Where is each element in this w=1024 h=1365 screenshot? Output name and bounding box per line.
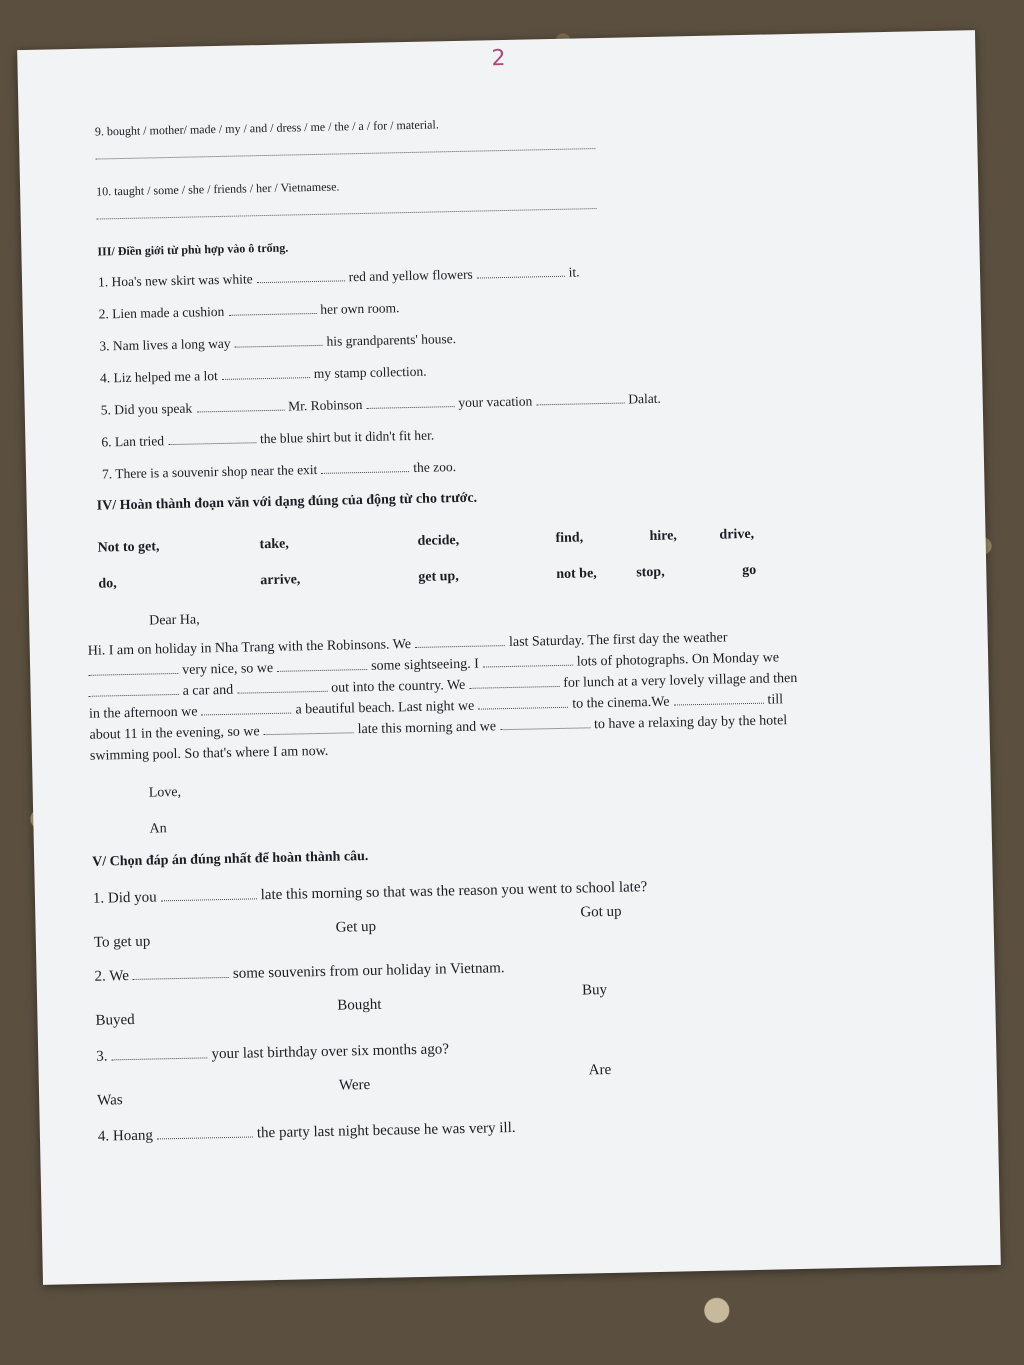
blank <box>235 344 323 348</box>
s3-item-1-a: 1. Hoa's new skirt was white <box>97 271 253 290</box>
blank <box>157 1135 253 1139</box>
s3-item-3 <box>99 331 456 354</box>
s3-item-7 <box>102 459 456 482</box>
blank <box>321 470 409 474</box>
s3-item-4-b: my stamp collection. <box>313 363 427 382</box>
s5-q2-option-a: Buyed <box>95 1011 135 1029</box>
blank <box>478 706 568 710</box>
letter-text: a car and <box>182 682 234 699</box>
handwritten-page-number: 2 <box>491 45 506 72</box>
word-bank-item: Not to get, <box>97 539 160 556</box>
word-bank-item: go <box>742 562 757 579</box>
answer-line-9 <box>95 148 595 159</box>
s5-q1-option-c: Got up <box>580 903 622 921</box>
letter-text: in the afternoon we <box>88 704 198 722</box>
word-bank-item: decide, <box>417 533 460 549</box>
question-10: 10. taught / some / she / friends / her / Vietnamese. <box>96 179 340 199</box>
blank <box>277 668 367 672</box>
word-bank-item: take, <box>259 536 289 553</box>
question-text: 2. We <box>94 968 130 985</box>
blank <box>264 731 354 735</box>
word-bank-item: do, <box>98 576 117 592</box>
worksheet-paper <box>17 30 1001 1285</box>
blank <box>88 672 178 676</box>
letter-text: some sightseeing. I <box>370 656 479 674</box>
s3-item-5-d: Dalat. <box>628 390 662 407</box>
s5-q1-option-a: To get up <box>93 933 151 951</box>
s5-q2-option-b: Bought <box>337 996 382 1014</box>
word-bank-item: find, <box>555 530 584 546</box>
s3-item-3-a: 3. Nam lives a long way <box>99 335 231 354</box>
letter-text: about 11 in the evening, so we <box>89 724 260 743</box>
s5-question-1 <box>93 879 648 908</box>
blank <box>536 402 624 406</box>
letter-text: till <box>767 692 784 708</box>
s3-item-1-c: it. <box>568 264 580 280</box>
blank <box>168 441 256 445</box>
blank <box>500 726 590 730</box>
s3-item-6-b: the blue shirt but it didn't fit her. <box>259 427 435 447</box>
word-bank-item: stop, <box>636 564 665 581</box>
blank <box>415 644 505 648</box>
blank <box>222 376 310 380</box>
question-text: the party last night because he was very ill. <box>256 1119 516 1142</box>
question-text: 3. <box>96 1048 108 1065</box>
blank <box>161 897 257 901</box>
question-text: 1. Did you <box>92 889 157 907</box>
s3-item-1-b: red and yellow flowers <box>348 266 473 285</box>
letter-signature: An <box>149 821 167 837</box>
blank <box>112 1056 208 1060</box>
blank <box>674 702 764 706</box>
blank <box>366 405 454 409</box>
letter-text: for lunch at a very lovely village and then <box>563 670 798 691</box>
word-bank-item: arrive, <box>260 572 301 589</box>
blank <box>477 275 565 279</box>
s3-item-7-a: 7. There is a souvenir shop near the exit <box>101 461 318 482</box>
blank <box>133 976 229 980</box>
section-5-title: V/ Chọn đáp án đúng nhất để hoàn thành câu. <box>92 848 369 870</box>
s5-question-2 <box>94 960 504 986</box>
blank <box>483 664 573 668</box>
letter-closing: Love, <box>148 784 182 801</box>
s3-item-1 <box>98 264 580 290</box>
letter-text: very nice, so we <box>182 660 274 678</box>
blank <box>202 712 292 716</box>
letter-text: Hi. I am on holiday in Nha Trang with the Robinsons. We <box>87 637 412 659</box>
s5-q2-option-c: Buy <box>581 982 608 999</box>
blank <box>237 690 327 694</box>
section-4-title: IV/ Hoàn thành đoạn văn với dạng đúng của động từ cho trước. <box>96 490 478 514</box>
question-text: some souvenirs from our holiday in Vietnam. <box>232 960 505 982</box>
s3-item-4 <box>100 364 427 387</box>
question-text: late this morning so that was the reason you went to school late? <box>260 879 648 904</box>
s3-item-6-a: 6. Lan tried <box>101 433 165 450</box>
s3-item-4-a: 4. Liz helped me a lot <box>99 368 218 386</box>
s3-item-2-b: her own room. <box>320 300 400 317</box>
blank <box>89 693 179 697</box>
s5-q3-option-b: Were <box>338 1077 371 1094</box>
letter-text: a beautiful beach. Last night we <box>295 698 475 718</box>
s3-item-5-c: your vacation <box>458 393 533 411</box>
word-bank-item: get up, <box>418 569 459 585</box>
s5-q3-option-c: Are <box>588 1061 612 1079</box>
s3-item-5 <box>101 391 661 419</box>
question-text: 4. Hoang <box>97 1127 154 1145</box>
s3-item-5-b: Mr. Robinson <box>288 397 363 414</box>
word-bank-item: not be, <box>556 566 597 582</box>
blank <box>469 685 559 689</box>
s5-q3-option-a: Was <box>97 1092 123 1109</box>
s3-item-6 <box>101 428 434 451</box>
letter-text: out into the country. We <box>330 677 466 696</box>
word-bank-item: hire, <box>649 528 678 545</box>
blank <box>196 409 284 413</box>
s3-item-2-a: 2. Lien made a cushion <box>98 303 225 322</box>
blank <box>228 312 316 316</box>
question-text: your last birthday over six months ago? <box>211 1041 450 1063</box>
letter-text: to the cinema.We <box>572 694 670 712</box>
letter-text: late this morning and we <box>357 719 497 738</box>
s3-item-7-b: the zoo. <box>413 459 457 475</box>
s5-question-3 <box>96 1041 449 1065</box>
letter-text: to have a relaxing day by the hotel <box>593 713 788 733</box>
section-3-title: III/ Điền giới từ phù hợp vào ô trống. <box>97 240 289 259</box>
question-9: 9. bought / mother/ made / my / and / dress / me / the / a / for / material. <box>94 117 439 139</box>
letter-text: last Saturday. The first day the weather <box>508 630 728 650</box>
blank <box>257 279 345 283</box>
s5-q1-option-b: Get up <box>335 918 377 936</box>
letter-text: lots of photographs. On Monday we <box>576 650 780 670</box>
word-bank-item: drive, <box>719 526 755 543</box>
letter-body <box>88 624 890 767</box>
letter-greeting: Dear Ha, <box>149 612 200 629</box>
s5-question-4 <box>98 1120 516 1146</box>
s3-item-3-b: his grandparents' house. <box>326 331 457 349</box>
answer-line-10 <box>97 208 597 219</box>
s3-item-5-a: 5. Did you speak <box>100 400 193 418</box>
letter-text: swimming pool. So that's where I am now. <box>89 743 329 764</box>
s3-item-2 <box>99 300 400 322</box>
